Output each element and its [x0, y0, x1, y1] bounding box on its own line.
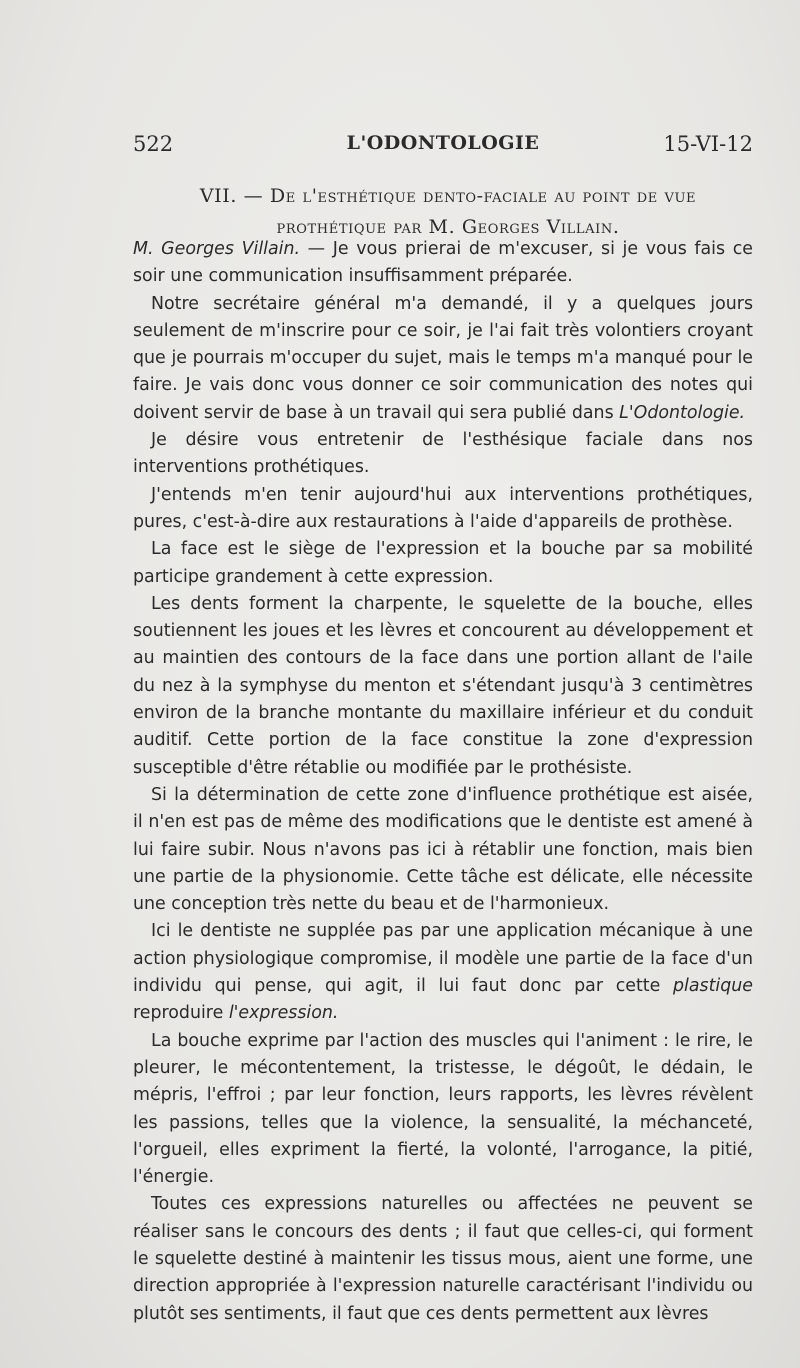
paragraph — [133, 291, 753, 427]
emphasis: plastique — [673, 976, 753, 997]
section-title-line1: De l'esthétique dento-faciale au point de vue — [269, 185, 697, 207]
journal-title: L'ODONTOLOGIE — [346, 132, 540, 154]
paragraph — [133, 236, 753, 291]
paragraph — [133, 427, 753, 482]
paragraph — [133, 591, 753, 782]
paragraph-text: La face est le siège de l'expression et la bouche par sa mobilité participe grandement à cette expression. — [133, 539, 753, 587]
paragraph-text: Toutes ces expressions naturelles ou affectées ne peuvent se réaliser sans le concours des dents ; il faut que celles-ci, qui forment le squelette destiné à maintenir les tissus mous, aient une forme, une direction appropriée à l'expression naturelle caractérisant l'individu ou plutôt ses sentiments, il faut que ces dents permettent aux lèvres — [133, 1194, 753, 1324]
paragraph-text: Je désire vous entretenir de l'esthésique faciale dans nos interventions prothétiques. — [133, 430, 753, 478]
paragraph-text: Les dents forment la charpente, le squelette de la bouche, elles soutiennent les joues et les lèvres et concourent au développement et au maintien des contours de la face dans une portion allant de l'aile du nez à la symphyse du menton et s'étendant jusqu'à 3 centimètres environ de la branche montante du maxillaire inférieur et du conduit auditif. Cette portion de la face constitue la zone d'expression susceptible d'être rétablie ou modifiée par le prothésiste. — [133, 593, 753, 778]
issue-date: 15-VI-12 — [663, 132, 753, 156]
paragraph-text: Si la détermination de cette zone d'influence prothétique est aisée, il n'en est pas de même des modifications que le dentiste est amené à lui faire subir. Nous n'avons pas ici à rétablir une fonction, mais bien une partie de la physionomie. Cette tâche est délicate, elle nécessite une conception très nette du beau et de l'harmonieux. — [133, 784, 753, 915]
paragraph-text: Notre secrétaire général m'a demandé, il y a quelques jours seulement de m'inscrire pour ce soir, je l'ai fait très volontiers croyant que je pourrais m'occuper du sujet, mais le temps m'a manqué pour le faire. Je vais donc vous donner ce soir communication des notes qui doivent servir de base à un travail qui sera publié dans — [133, 293, 753, 423]
emphasis: l'expression. — [228, 1003, 339, 1024]
paragraph-text: J'entends m'en tenir aujourd'hui aux interventions prothétiques, pures, c'est-à-dire aux restaurations à l'aide d'appareils de prothèse. — [133, 484, 753, 532]
article-body — [133, 236, 753, 1328]
running-head — [133, 132, 753, 162]
paragraph-text: La bouche exprime par l'action des muscles qui l'animent : le rire, le pleurer, le mécontentement, la tristesse, le dégoût, le dédain, le mépris, l'effroi ; par leur fonction, leurs rapports, les lèvres révèlent les passions, telles que la violence, la sensualité, la méchanceté, l'orgueil, elles expriment la fierté, la volonté, l'arrogance, la pitié, l'énergie. — [133, 1030, 753, 1188]
paragraph-text: — Je vous prierai de m'excuser, si je vous fais ce soir une communication insuffisamment préparée. — [133, 239, 753, 287]
section-number: VII. — — [199, 185, 264, 207]
paragraph — [133, 1191, 753, 1327]
paragraph — [133, 918, 753, 1027]
paragraph-text: Ici le dentiste ne supplée pas par une application mécanique à une action physiologique compromise, il modèle une partie de la face d'un individu qui pense, qui agit, il lui faut donc par cette — [133, 921, 753, 997]
section-heading — [133, 181, 763, 243]
paragraph — [133, 782, 753, 918]
page-number: 522 — [133, 132, 174, 156]
paragraph — [133, 1028, 753, 1192]
paragraph — [133, 536, 753, 591]
paragraph — [133, 482, 753, 537]
paragraph-text: reproduire — [133, 1003, 229, 1024]
speaker-name: M. Georges Villain. — [133, 239, 301, 259]
section-title-line2: prothétique par M. Georges Villain. — [276, 216, 620, 238]
journal-reference: L'Odontologie. — [619, 402, 746, 423]
